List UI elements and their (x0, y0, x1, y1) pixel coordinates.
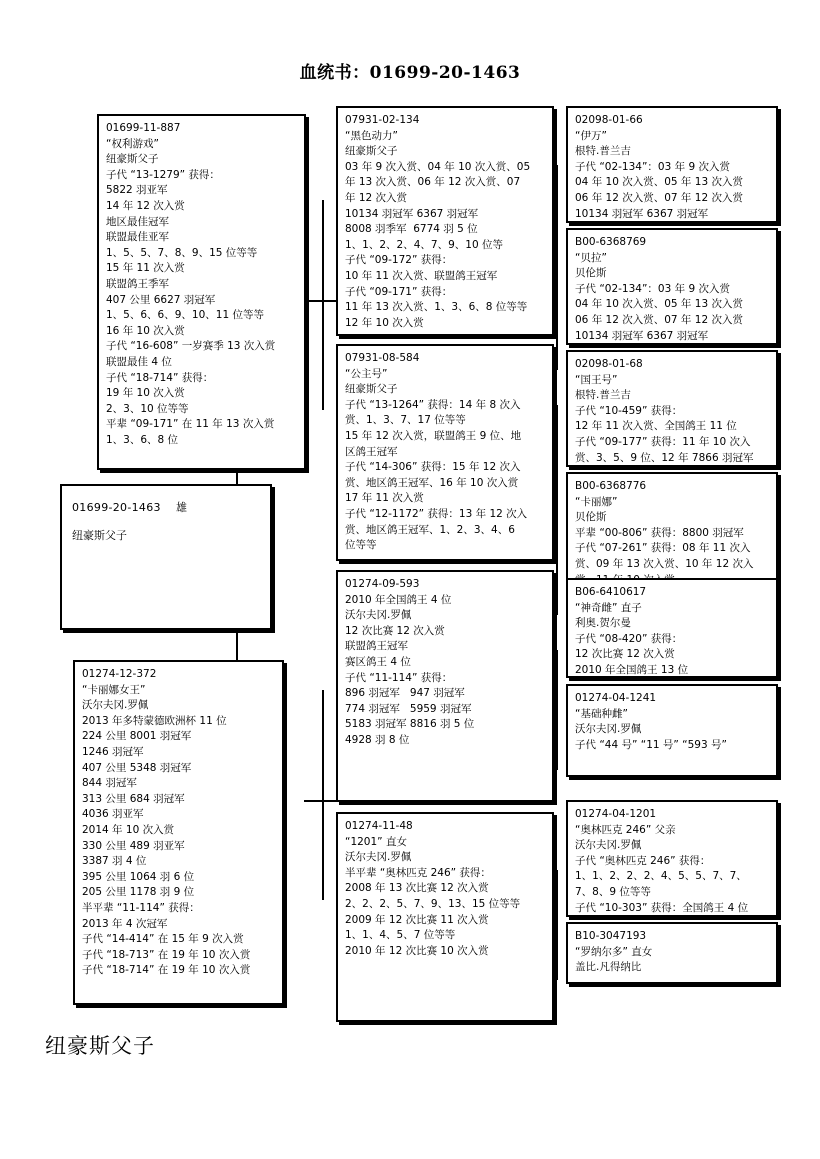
sire-line-16: 子代 “18-714” 获得： (106, 371, 214, 384)
gen3-3-line-4: 12 年 11 次入赏、全国鸽王 11 位 (575, 420, 737, 433)
gen3-4-line-4: 子代 “07-261” 获得：08 年 11 次入 (575, 542, 751, 555)
gen2-3-line-2: 沃尔夫冈.罗佩 (345, 609, 412, 622)
gen3-6-line-3: 子代 “44 号” “11 号” “593 号” (575, 738, 727, 751)
footer-breeder-name: 纽豪斯父子 (45, 1034, 155, 1058)
dam-line-17: 子代 “14-414” 在 15 年 9 次入赏 (82, 933, 244, 946)
dam-line-5: 1246 羽冠军 (82, 745, 144, 758)
sire-line-17: 19 年 10 次入赏 (106, 387, 185, 400)
sire-line-1: “权利游戏” (106, 137, 159, 150)
dam-line-15: 半平辈 “11-114” 获得： (82, 901, 200, 914)
greatgrandparent-box-7 (566, 800, 778, 917)
dam-line-7: 844 羽冠军 (82, 777, 137, 790)
grandparent-box-2 (336, 344, 554, 561)
gen2-4-line-5: 2、2、2、5、7、9、13、15 位等等 (345, 897, 521, 910)
gen2-1-line-5: 年 12 次入赏 (345, 191, 408, 204)
gen3-2-line-2: 贝伦斯 (575, 267, 607, 280)
gen2-3-line-0: 01274-09-593 (345, 578, 420, 590)
gen2-2-line-9: 17 年 11 次入赏 (345, 492, 424, 505)
dam-line-12: 3387 羽 4 位 (82, 855, 147, 868)
greatgrandparent-box-6 (566, 684, 778, 777)
gen3-4-line-0: B00-6368776 (575, 480, 647, 492)
gen2-1-line-10: 10 年 11 次入赏、联盟鸽王冠军 (345, 269, 498, 282)
gen3-7-line-4: 1、1、2、2、2、4、5、5、7、7、 (575, 870, 747, 883)
gen3-1-line-5: 06 年 12 次入赏、07 年 12 次入赏 (575, 191, 743, 204)
dam-line-4: 224 公里 8001 羽冠军 (82, 730, 192, 743)
dam-line-14: 205 公里 1178 羽 9 位 (82, 886, 195, 899)
gen2-3-line-9: 5183 羽冠军 8816 羽 5 位 (345, 718, 475, 731)
gen2-2-line-8: 赏、地区鸽王冠军、16 年 10 次入赏 (345, 476, 519, 489)
gen2-2-line-7: 子代 “14-306” 获得：15 年 12 次入 (345, 461, 521, 474)
grandparent-box-4 (336, 812, 554, 1022)
connector-gen3-1-branch (556, 165, 558, 370)
greatgrandparent-box-5 (566, 578, 778, 678)
gen3-1-line-4: 04 年 10 次入赏、05 年 13 次入赏 (575, 176, 743, 189)
connector-sire-horizontal (304, 300, 336, 302)
gen2-1-line-2: 纽豪斯父子 (345, 145, 398, 158)
gen2-4-line-3: 半平辈 “奥林匹克 246” 获得： (345, 866, 491, 879)
dam-line-18: 子代 “18-713” 在 19 年 10 次入赏 (82, 948, 251, 961)
connector-dam-horizontal (304, 800, 336, 802)
gen3-1-line-0: 02098-01-66 (575, 114, 643, 126)
greatgrandparent-box-1 (566, 106, 778, 223)
grandparent-box-1 (336, 106, 554, 336)
greatgrandparent-box-8 (566, 922, 778, 984)
gen3-3-line-2: 根特.普兰吉 (575, 389, 631, 402)
greatgrandparent-box-4 (566, 472, 778, 589)
dam-line-6: 407 公里 5348 羽冠军 (82, 761, 192, 774)
gen2-1-line-13: 12 年 10 次入赏 (345, 316, 424, 329)
gen3-8-line-1: “罗纳尔多” 直女 (575, 945, 653, 958)
gen2-1-line-12: 11 年 13 次入赏、1、3、6、8 位等等 (345, 301, 528, 314)
grandparent-box-3 (336, 570, 554, 802)
gen3-2-line-6: 10134 羽冠军 6367 羽冠军 (575, 329, 709, 342)
dam-line-16: 2013 年 4 次冠军 (82, 917, 168, 930)
sire-line-0: 01699-11-887 (106, 122, 181, 134)
connector-sire-branch (322, 200, 324, 410)
gen2-3-line-1: 2010 年全国鸽王 4 位 (345, 593, 452, 606)
gen3-7-line-6: 子代 “10-303” 获得：全国鸽王 4 位 (575, 901, 749, 914)
connector-gen3-4-branch (556, 870, 558, 980)
gen3-8-line-0: B10-3047193 (575, 930, 647, 942)
sire-line-9: 15 年 11 次入赏 (106, 262, 185, 275)
gen2-4-line-6: 2009 年 12 次比赛 11 次入赏 (345, 913, 489, 926)
gen3-7-line-5: 7、8、9 位等等 (575, 885, 651, 898)
gen2-1-line-1: “黑色动力” (345, 129, 398, 142)
dam-line-2: 沃尔夫冈.罗佩 (82, 699, 149, 712)
gen3-4-line-2: 贝伦斯 (575, 511, 607, 524)
dam-line-9: 4036 羽亚军 (82, 808, 144, 821)
gen2-2-line-6: 区鸽王冠军 (345, 445, 398, 458)
sire-line-5: 14 年 12 次入赏 (106, 199, 185, 212)
gen2-3-line-7: 896 羽冠军 947 羽冠军 (345, 687, 465, 700)
gen3-3-line-1: “国王号” (575, 373, 618, 386)
sire-line-3: 子代 “13-1279” 获得： (106, 168, 220, 181)
gen3-3-line-3: 子代 “10-459” 获得： (575, 404, 683, 417)
gen2-3-line-6: 子代 “11-114” 获得： (345, 671, 453, 684)
dam-line-19: 子代 “18-714” 在 19 年 10 次入赏 (82, 964, 251, 977)
sire-box (97, 114, 306, 470)
sire-line-19: 平辈 “09-171” 在 11 年 13 次入赏 (106, 418, 275, 431)
gen3-6-line-2: 沃尔夫冈.罗佩 (575, 723, 642, 736)
gen3-2-line-1: “贝拉” (575, 251, 607, 264)
gen2-3-line-8: 774 羽冠军 5959 羽冠军 (345, 702, 472, 715)
gen3-6-line-0: 01274-04-1241 (575, 692, 657, 704)
gen3-3-line-6: 赏、3、5、9 位、12 年 7866 羽冠军 (575, 451, 754, 464)
dam-line-8: 313 公里 684 羽冠军 (82, 792, 185, 805)
gen3-7-line-1: “奥林匹克 246” 父亲 (575, 823, 676, 836)
gen3-5-line-1: “神奇雌” 直子 (575, 601, 642, 614)
subject-box (60, 484, 272, 630)
gen3-1-line-3: 子代 “02-134”：03 年 9 次入赏 (575, 160, 730, 173)
sire-line-20: 1、3、6、8 位 (106, 433, 179, 446)
gen2-1-line-7: 8008 羽季军 6774 羽 5 位 (345, 223, 478, 236)
gen2-2-line-1: “公主号” (345, 367, 388, 380)
subject-line-0: 01699-20-1463 雄 (72, 501, 188, 514)
sire-line-10: 联盟鸽王季军 (106, 277, 169, 290)
gen2-4-line-4: 2008 年 13 次比赛 12 次入赏 (345, 882, 489, 895)
gen3-7-line-2: 沃尔夫冈.罗佩 (575, 839, 642, 852)
gen3-3-line-5: 子代 “09-177” 获得：11 年 10 次入 (575, 435, 751, 448)
gen2-4-line-2: 沃尔夫冈.罗佩 (345, 851, 412, 864)
gen2-2-line-2: 纽豪斯父子 (345, 383, 398, 396)
gen3-2-line-3: 子代 “02-134”：03 年 9 次入赏 (575, 282, 730, 295)
gen2-4-line-8: 2010 年 12 次比赛 10 次入赏 (345, 944, 489, 957)
greatgrandparent-box-2 (566, 228, 778, 345)
gen2-2-line-3: 子代 “13-1264” 获得：14 年 8 次入 (345, 398, 521, 411)
dam-line-10: 2014 年 10 次入赏 (82, 823, 175, 836)
gen2-1-line-6: 10134 羽冠军 6367 羽冠军 (345, 207, 479, 220)
gen3-4-line-1: “卡丽娜” (575, 495, 618, 508)
sire-line-7: 联盟最佳亚军 (106, 231, 169, 244)
gen3-8-line-2: 盖比.凡得纳比 (575, 961, 642, 974)
sire-line-8: 1、5、5、7、8、9、15 位等等 (106, 246, 258, 259)
connector-gen3-2-branch (556, 405, 558, 615)
gen2-1-line-8: 1、1、2、2、4、7、9、10 位等 (345, 238, 503, 251)
dam-line-13: 395 公里 1064 羽 6 位 (82, 870, 195, 883)
gen3-5-line-4: 12 次比赛 12 次入赏 (575, 648, 675, 661)
dam-line-1: “卡丽娜女王” (82, 683, 146, 696)
gen2-2-line-11: 赏、地区鸽王冠军、1、2、3、4、6 (345, 523, 515, 536)
gen3-2-line-5: 06 年 12 次入赏、07 年 12 次入赏 (575, 313, 743, 326)
gen2-4-line-0: 01274-11-48 (345, 820, 413, 832)
gen3-7-line-3: 子代 “奥林匹克 246” 获得： (575, 854, 711, 867)
gen3-5-line-2: 利奥.贺尔曼 (575, 617, 631, 630)
sire-line-4: 5822 羽亚军 (106, 184, 168, 197)
gen3-3-line-0: 02098-01-68 (575, 358, 643, 370)
gen3-7-line-0: 01274-04-1201 (575, 808, 657, 820)
gen2-2-line-10: 子代 “12-1172” 获得：13 年 12 次入 (345, 507, 528, 520)
sire-line-6: 地区最佳冠军 (106, 215, 169, 228)
gen2-2-line-5: 15 年 12 次入赏，联盟鸽王 9 位、地 (345, 429, 522, 442)
dam-line-0: 01274-12-372 (82, 668, 157, 680)
dam-line-3: 2013 年多特蒙德欧洲杯 11 位 (82, 714, 227, 727)
gen2-2-line-12: 位等等 (345, 539, 377, 552)
gen3-2-line-4: 04 年 10 次入赏、05 年 13 次入赏 (575, 298, 743, 311)
connector-gen3-3-branch (556, 650, 558, 770)
gen2-2-line-0: 07931-08-584 (345, 352, 420, 364)
gen3-1-line-6: 10134 羽冠军 6367 羽冠军 (575, 207, 709, 220)
gen3-4-line-5: 赏、09 年 13 次入赏、10 年 12 次入 (575, 557, 754, 570)
gen2-1-line-4: 年 13 次入赏、06 年 12 次入赏、07 (345, 176, 521, 189)
gen2-2-line-4: 赏、1、3、7、17 位等等 (345, 414, 466, 427)
gen3-1-line-1: “伊万” (575, 129, 607, 142)
dam-box (73, 660, 284, 1005)
gen2-3-line-5: 赛区鸽王 4 位 (345, 655, 411, 668)
gen3-1-line-2: 根特.普兰吉 (575, 145, 631, 158)
gen2-3-line-4: 联盟鸽王冠军 (345, 640, 408, 653)
connector-dam-branch (322, 690, 324, 900)
sire-line-13: 16 年 10 次入赏 (106, 324, 185, 337)
gen3-5-line-5: 2010 年全国鸽王 13 位 (575, 663, 689, 676)
gen2-1-line-3: 03 年 9 次入赏、04 年 10 次入赏、05 (345, 160, 531, 173)
greatgrandparent-box-3 (566, 350, 778, 467)
gen2-4-line-7: 1、1、4、5、7 位等等 (345, 929, 456, 942)
gen3-5-line-0: B06-6410617 (575, 586, 647, 598)
subject-line-1: 纽豪斯父子 (72, 529, 127, 542)
gen2-3-line-3: 12 次比赛 12 次入赏 (345, 624, 445, 637)
sire-line-18: 2、3、10 位等等 (106, 402, 189, 415)
gen2-1-line-11: 子代 “09-171” 获得： (345, 285, 453, 298)
sire-line-15: 联盟最佳 4 位 (106, 355, 172, 368)
gen2-4-line-1: “1201” 直女 (345, 835, 407, 848)
sire-line-2: 纽豪斯父子 (106, 153, 159, 166)
sire-line-14: 子代 “16-608” 一岁赛季 13 次入赏 (106, 340, 276, 353)
dam-line-11: 330 公里 489 羽亚军 (82, 839, 185, 852)
gen2-1-line-0: 07931-02-134 (345, 114, 420, 126)
gen2-3-line-10: 4928 羽 8 位 (345, 733, 410, 746)
gen3-5-line-3: 子代 “08-420” 获得： (575, 632, 683, 645)
gen3-2-line-0: B00-6368769 (575, 236, 647, 248)
page-title: 血统书：01699-20-1463 (299, 63, 521, 83)
gen3-4-line-3: 平辈 “00-806” 获得：8800 羽冠军 (575, 526, 744, 539)
gen2-1-line-9: 子代 “09-172” 获得： (345, 254, 453, 267)
sire-line-11: 407 公里 6627 羽冠军 (106, 293, 216, 306)
sire-line-12: 1、5、6、6、9、10、11 位等等 (106, 309, 264, 322)
gen3-6-line-1: “基础种雌” (575, 707, 628, 720)
